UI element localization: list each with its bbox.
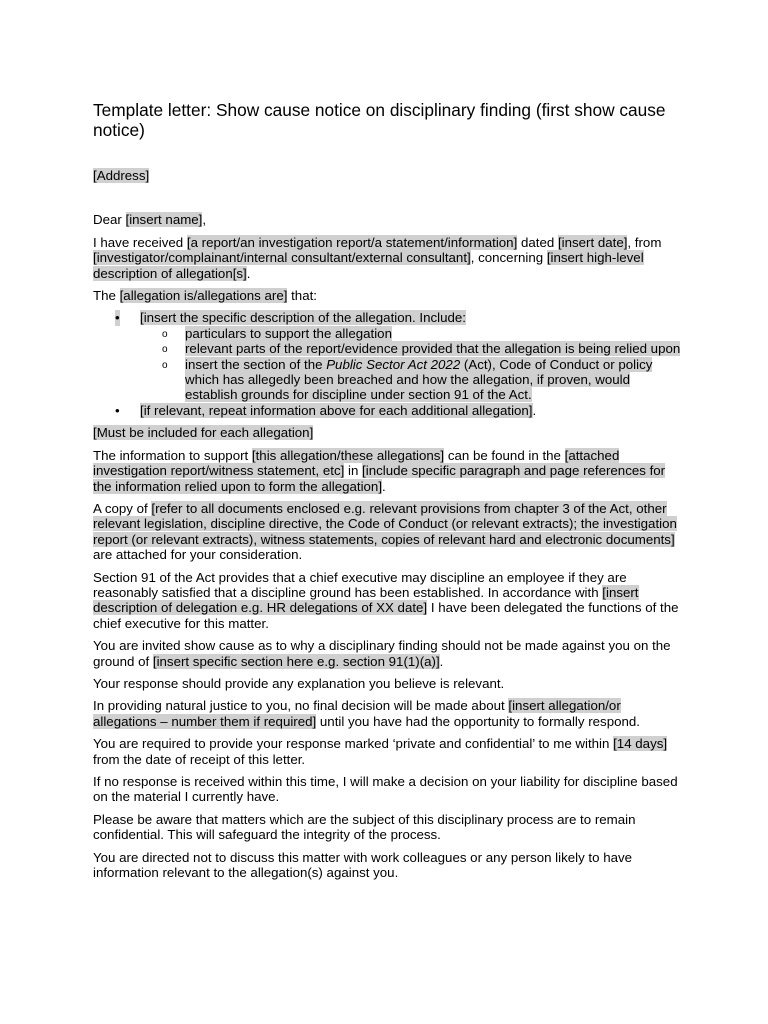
text: . — [246, 265, 251, 281]
highlight-instruction: [Must be included for each allegation] — [93, 425, 314, 441]
salutation-suffix: , — [202, 212, 207, 228]
salutation — [93, 212, 681, 227]
list-item — [93, 403, 681, 418]
instruction-note — [93, 425, 681, 440]
text: A copy of — [93, 500, 152, 516]
circle-bullet-icon: o — [162, 344, 168, 356]
highlight-additional-allegation: [if relevant, repeat information above for each additional allegation] — [140, 402, 533, 418]
text: . — [532, 402, 537, 418]
text: I have received — [93, 234, 187, 250]
text: The — [93, 288, 120, 304]
highlight-section: [insert specific section here e.g. section 91(1)(a)] — [152, 653, 440, 669]
text: In providing natural justice to you, no final decision will be made about — [93, 698, 509, 714]
highlight-allegation-plural: [allegation is/allegations are] — [119, 288, 288, 304]
highlight-documents: [refer to all documents enclosed e.g. relevant provisions from chapter 3 of the Act, other relevant legislation, discipline directive, the Code of Conduct (or relevant extracts); the investigation report (or relevant extracts), witness statements, copies of relevant hard and electronic documents] — [93, 500, 677, 547]
highlight-allegation-plural: [this allegation/these allegations] — [251, 447, 445, 463]
paragraph-response-deadline — [93, 736, 681, 767]
text: , concerning — [470, 250, 547, 266]
salutation-prefix: Dear — [93, 212, 126, 228]
paragraph-section-91 — [93, 570, 681, 632]
paragraph-show-cause — [93, 638, 681, 669]
list-item — [93, 310, 681, 402]
paragraph-received — [93, 235, 681, 281]
paragraph-response-explanation: Your response should provide any explanation you believe is relevant. — [93, 675, 505, 691]
highlight-references: [include specific paragraph and page references for the information relied upon to form the allegation] — [93, 463, 666, 494]
list-item — [93, 326, 681, 341]
paragraph-copy-of-documents — [93, 501, 681, 563]
list-item — [93, 357, 681, 403]
highlight-address: [Address] — [93, 168, 150, 183]
paragraph-information-support — [93, 448, 681, 494]
text: dated — [517, 234, 558, 250]
highlight-allegation-number: [insert allegation/or allegations – number them if required] — [93, 698, 621, 729]
text: You are required to provide your response marked ‘private and confidential’ to me within — [93, 736, 614, 752]
highlight-source: [investigator/complainant/internal consultant/external consultant] — [93, 250, 471, 266]
highlight-date: [insert date] — [557, 234, 628, 250]
highlight-name: [insert name] — [125, 212, 203, 228]
highlight-allegation-description-item: [insert the specific description of the allegation. Include: — [140, 310, 466, 326]
allegation-list — [93, 310, 681, 418]
text: (Act), Code of Conduct or policy which has allegedly been breached and how the allegation, if proven, would establish grounds for discipline under section 91 of the Act. — [185, 356, 653, 403]
text: The information to support — [93, 447, 252, 463]
circle-bullet-icon: o — [162, 359, 168, 371]
text: Section 91 of the Act provides that a chief executive may discipline an employee if they are reasonably satisfied that a discipline ground has been established. In accordance with — [93, 569, 627, 600]
text: from the date of receipt of this letter. — [93, 751, 306, 767]
list-item — [93, 341, 681, 356]
text: are attached for your consideration. — [93, 547, 303, 563]
text: I have been delegated the functions of the chief executive for this matter. — [93, 600, 679, 631]
text: , from — [627, 234, 662, 250]
bullet-icon: • — [115, 310, 120, 326]
act-name: Public Sector Act 2022 — [326, 356, 461, 372]
highlight-days: [14 days] — [613, 736, 668, 752]
text: until you have had the opportunity to formally respond. — [316, 713, 640, 729]
text: can be found in the — [444, 447, 565, 463]
bullet-icon: • — [115, 402, 120, 418]
highlight-sub-item — [185, 357, 652, 403]
paragraph-no-response: If no response is received within this time, I will make a decision on your liability for discipline based on the material I currently have. — [93, 774, 678, 805]
sub-list — [140, 326, 681, 403]
text: . — [382, 478, 386, 494]
highlight-attached-report: [attached investigation report/witness statement, etc] — [93, 447, 620, 479]
paragraph-directed-not-to-discuss: You are directed not to discuss this matter with work colleagues or any person likely to have information relevant to the allegation(s) against you. — [93, 849, 633, 881]
paragraph-allegations-intro — [93, 288, 681, 303]
highlight-sub-item: particulars to support the allegation — [185, 325, 392, 341]
text: in — [344, 463, 363, 479]
highlight-report-type: [a report/an investigation report/a statement/information] — [186, 234, 518, 250]
paragraph-natural-justice — [93, 698, 681, 729]
circle-bullet-icon: o — [162, 328, 168, 340]
highlight-delegation: [insert description of delegation e.g. HR delegations of XX date] — [93, 584, 639, 616]
highlight-allegation-description: [insert high-level description of allegation[s] — [93, 250, 644, 281]
text: insert the section of the — [185, 356, 327, 372]
paragraph-confidentiality: Please be aware that matters which are the subject of this disciplinary process are to remain confidential. This will safeguard the integrity of the process. — [93, 811, 636, 843]
address-placeholder — [93, 168, 681, 183]
highlight-sub-item: relevant parts of the report/evidence provided that the allegation is being relied upon — [185, 341, 681, 357]
page-title: Template letter: Show cause notice on disciplinary finding (first show cause notice) — [93, 100, 666, 140]
text: that: — [287, 288, 317, 304]
text: . — [439, 653, 444, 669]
letter-body — [93, 100, 681, 887]
text: You are invited show cause as to why a disciplinary finding should not be made against you on the ground of — [93, 638, 671, 669]
